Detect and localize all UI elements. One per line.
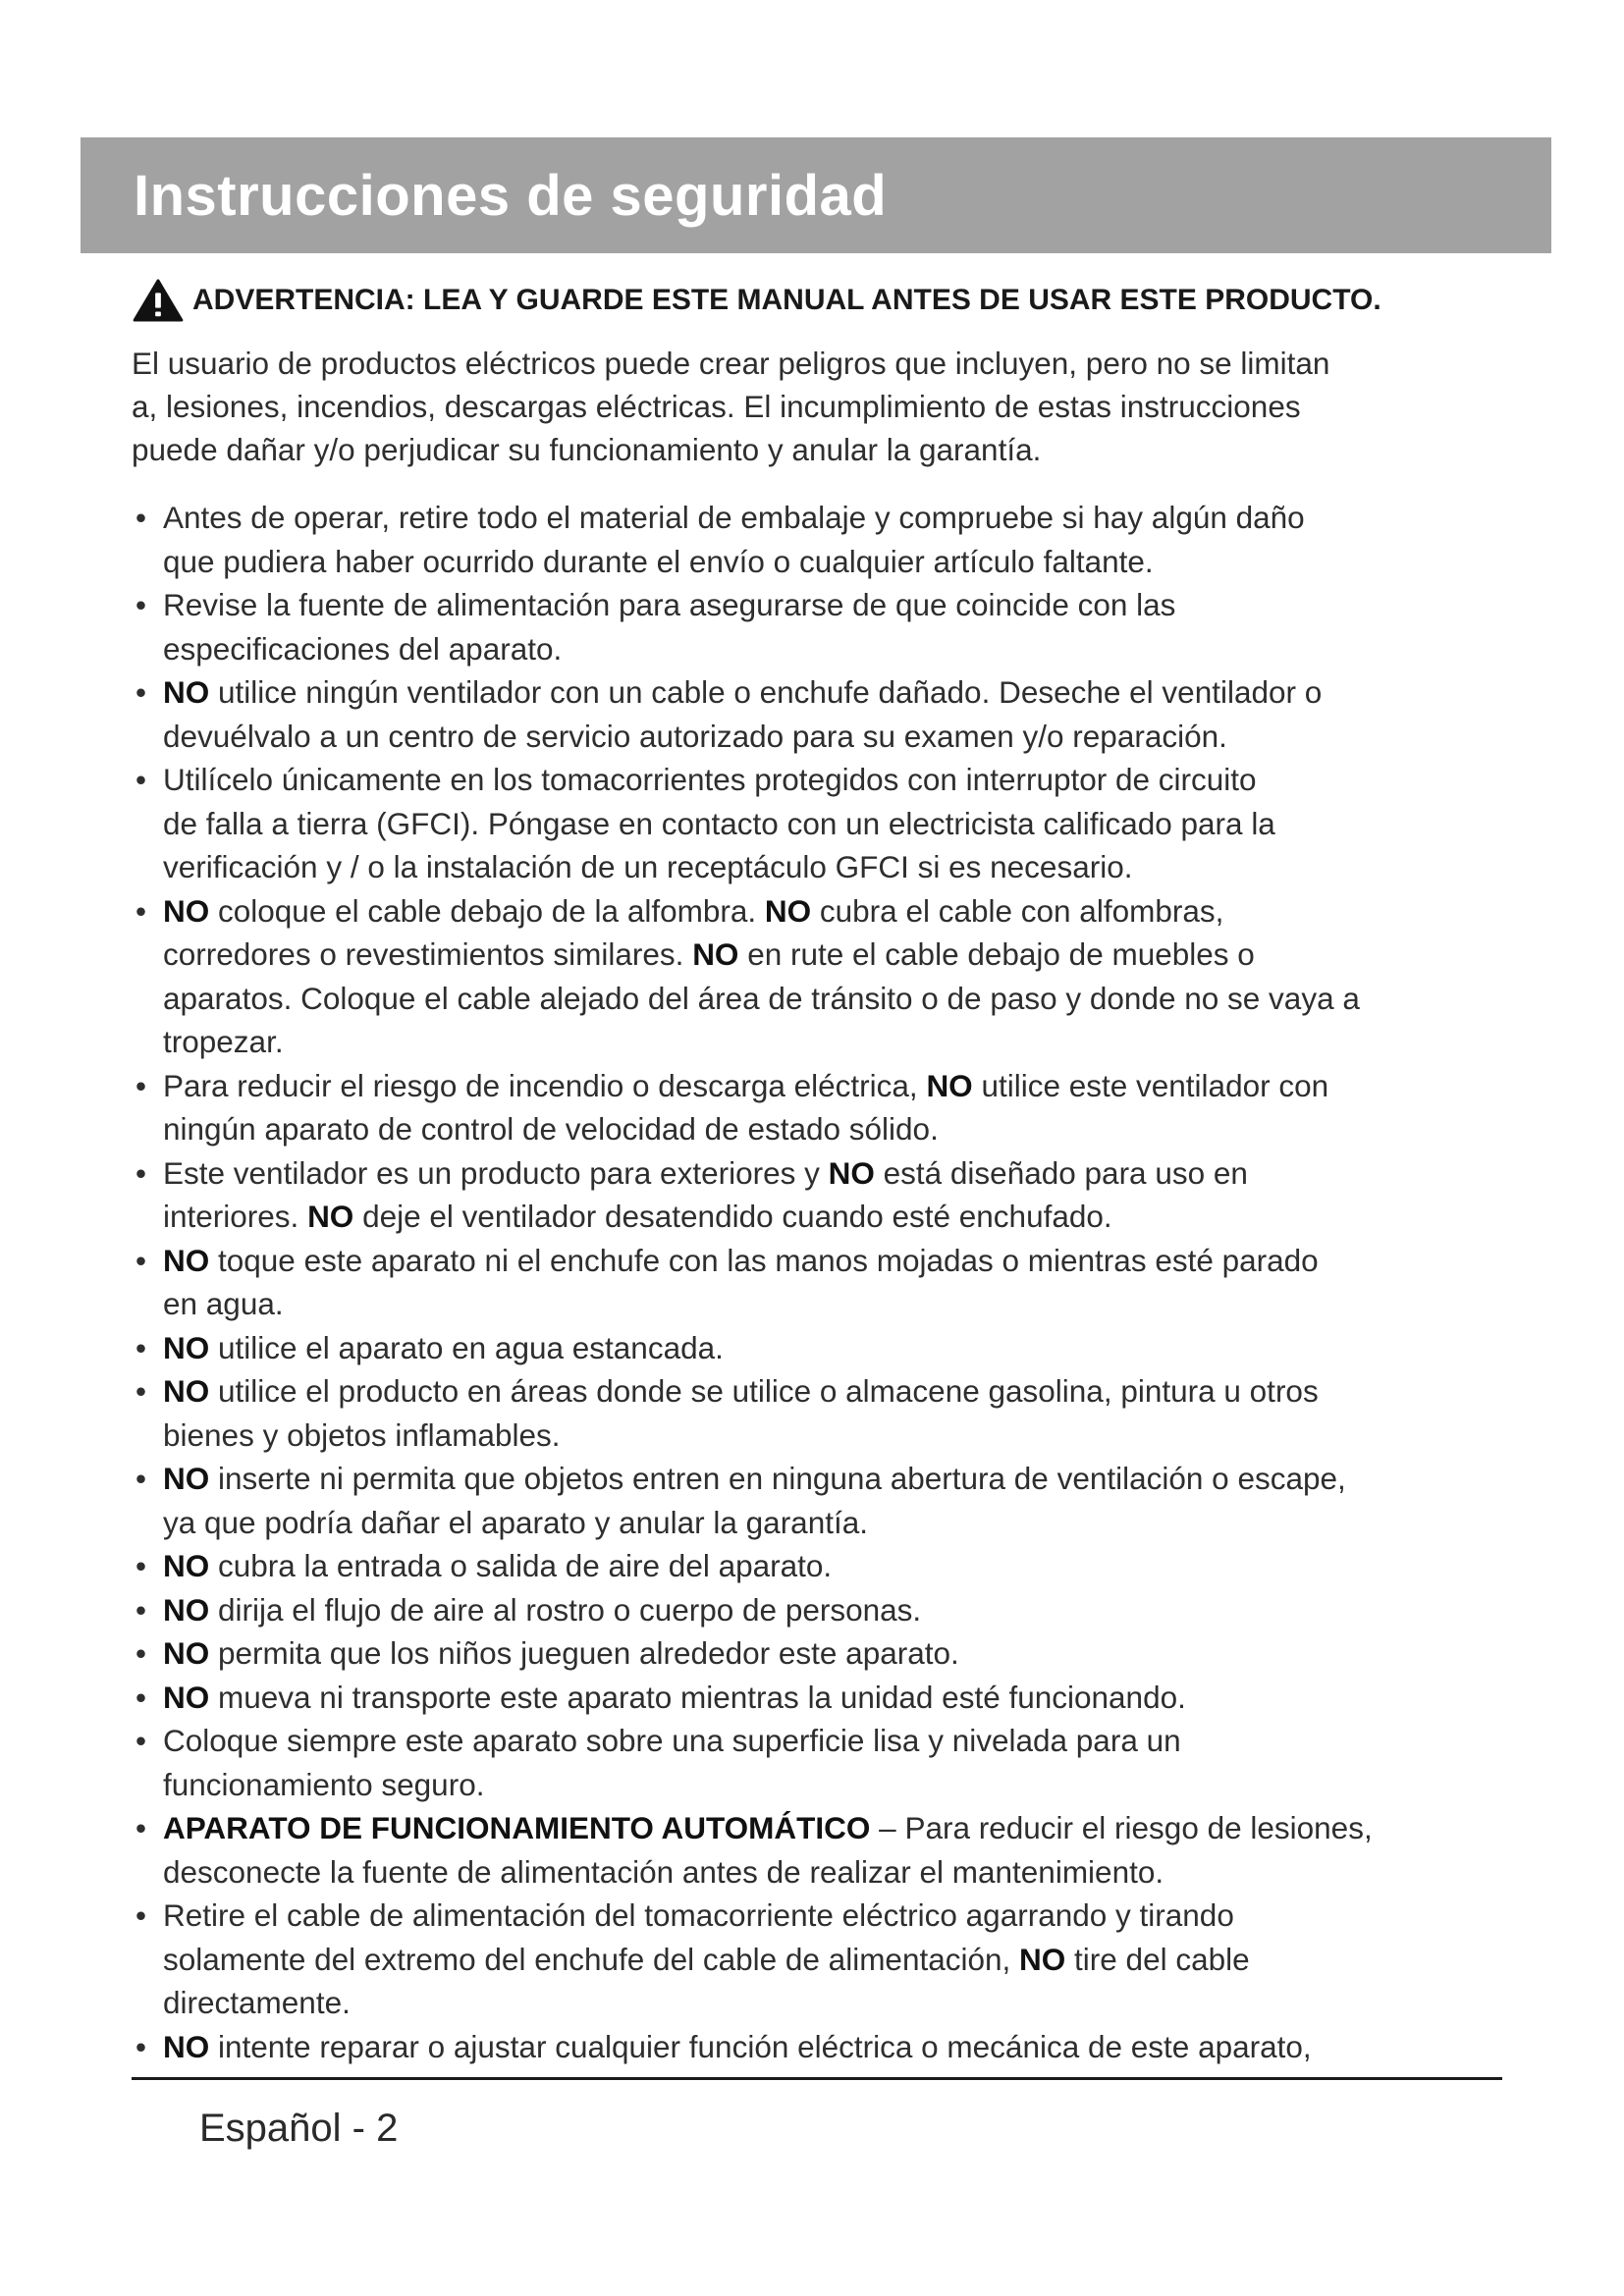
bullet-line [163, 1369, 1526, 1414]
safety-bullet-item [132, 889, 1526, 1064]
bullet-line [163, 496, 1526, 540]
bullet-text: está diseñado para uso en [874, 1154, 1248, 1191]
section-title-bar [81, 137, 1551, 253]
bullet-line [163, 1195, 1526, 1239]
emphasis-text: NO [163, 892, 210, 929]
emphasis-text: NO [163, 2028, 210, 2064]
safety-bullet-item [132, 1369, 1526, 1457]
bullet-line [163, 1588, 1526, 1632]
bullet-line [163, 1457, 1526, 1501]
bullet-text: permita que los niños jueguen alrededor este aparato. [209, 1635, 959, 1671]
bullet-line [163, 583, 1526, 627]
intro-line: puede dañar y/o perjudicar su funcionamiento y anular la garantía. [132, 432, 1042, 467]
safety-bullet-item [132, 1631, 1526, 1676]
bullet-line [163, 1806, 1526, 1850]
bullet-text: utilice el aparato en agua estancada. [209, 1329, 724, 1365]
safety-bullet-item [132, 583, 1526, 670]
bullet-text: coloque el cable debajo de la alfombra. [209, 892, 765, 929]
bullet-text: en agua. [163, 1286, 284, 1321]
emphasis-text: NO [926, 1067, 973, 1103]
bullet-text: desconecte la fuente de alimentación antes de realizar el mantenimiento. [163, 1853, 1164, 1890]
bullet-text: tropezar. [163, 1024, 284, 1059]
safety-bullet-item [132, 496, 1526, 583]
bullet-text: cubra el cable con alfombras, [811, 892, 1224, 929]
bullet-text: verificación y / o la instalación de un receptáculo GFCI si es necesario. [163, 849, 1133, 884]
emphasis-text: APARATO DE FUNCIONAMIENTO AUTOMÁTICO [163, 1810, 871, 1845]
bullet-text: devuélvalo a un centro de servicio autorizado para su examen y/o reparación. [163, 718, 1227, 754]
bullet-line [163, 1239, 1526, 1283]
bullet-text: toque este aparato ni el enchufe con las manos mojadas o mientras esté parado [209, 1242, 1319, 1278]
intro-paragraph [132, 342, 1506, 471]
bullet-line [163, 845, 1526, 889]
bullet-text: tire del cable [1065, 1941, 1250, 1977]
bullet-text: Este ventilador es un producto para exteriores y [163, 1154, 829, 1191]
safety-bullet-item [132, 1151, 1526, 1239]
warning-notice [132, 279, 1545, 322]
bullet-line [163, 1501, 1526, 1545]
bullet-text: cubra la entrada o salida de aire del aparato. [209, 1548, 833, 1583]
bullet-text: ningún aparato de control de velocidad de estado sólido. [163, 1111, 939, 1147]
safety-bullet-item [132, 1676, 1526, 1720]
bullet-line [163, 670, 1526, 715]
bullet-text: intente reparar o ajustar cualquier función eléctrica o mecánica de este aparato, [209, 2028, 1312, 2064]
intro-line: El usuario de productos eléctricos puede crear peligros que incluyen, pero no se limitan [132, 346, 1330, 381]
bullet-text: solamente del extremo del enchufe del cable de alimentación, [163, 1941, 1020, 1977]
bullet-line [163, 1763, 1526, 1807]
bullet-text: de falla a tierra (GFCI). Póngase en contacto con un electricista calificado para la [163, 805, 1275, 841]
safety-bullet-item [132, 1326, 1526, 1370]
safety-bullet-item [132, 2025, 1526, 2069]
bullet-line [163, 540, 1526, 584]
bullet-line [163, 1020, 1526, 1064]
bullet-line [163, 758, 1526, 802]
emphasis-text: NO [163, 1461, 210, 1496]
bullet-text: Retire el cable de alimentación del tomacorriente eléctrico agarrando y tirando [163, 1897, 1234, 1933]
bullet-text: Revise la fuente de alimentación para asegurarse de que coincide con las [163, 587, 1176, 622]
bullet-line [163, 1631, 1526, 1676]
emphasis-text: NO [163, 1242, 210, 1278]
footer-divider [132, 2077, 1502, 2080]
bullet-line [163, 933, 1526, 977]
bullet-text: directamente. [163, 1985, 351, 2020]
bullet-text: mueva ni transporte este aparato mientras la unidad esté funcionando. [209, 1679, 1186, 1715]
bullet-text: bienes y objetos inflamables. [163, 1416, 561, 1453]
bullet-line [163, 627, 1526, 671]
bullet-line [163, 1981, 1526, 2025]
safety-bullet-item [132, 758, 1526, 889]
bullet-text: corredores o revestimientos similares. [163, 936, 693, 972]
safety-bullet-list [132, 496, 1526, 2068]
bullet-line [163, 1414, 1526, 1458]
safety-bullet-item [132, 1544, 1526, 1588]
bullet-text: Antes de operar, retire todo el material de embalaje y compruebe si hay algún daño [163, 500, 1305, 535]
emphasis-text: NO [764, 892, 812, 929]
page-number: Español - 2 [199, 2107, 399, 2150]
bullet-text: utilice este ventilador con [972, 1067, 1329, 1103]
warning-triangle-icon [132, 279, 185, 322]
bullet-text: funcionamiento seguro. [163, 1766, 485, 1802]
warning-text: ADVERTENCIA: LEA Y GUARDE ESTE MANUAL ANTES DE USAR ESTE PRODUCTO. [192, 284, 1381, 316]
emphasis-text: NO [828, 1154, 875, 1191]
safety-bullet-item [132, 1064, 1526, 1151]
page-title: Instrucciones de seguridad [134, 163, 888, 228]
bullet-text: Para reducir el riesgo de incendio o descarga eléctrica, [163, 1067, 927, 1103]
emphasis-text: NO [163, 1679, 210, 1715]
bullet-text: utilice el producto en áreas donde se utilice o almacene gasolina, pintura u otros [209, 1373, 1319, 1409]
bullet-text: ya que podría dañar el aparato y anular la garantía. [163, 1504, 868, 1540]
safety-bullet-item [132, 1239, 1526, 1326]
bullet-line [163, 715, 1526, 759]
emphasis-text: NO [692, 936, 739, 972]
bullet-text: Coloque siempre este aparato sobre una superficie lisa y nivelada para un [163, 1723, 1181, 1758]
bullet-line [163, 1064, 1526, 1108]
bullet-text: dirija el flujo de aire al rostro o cuerpo de personas. [209, 1591, 922, 1628]
bullet-line [163, 1107, 1526, 1151]
bullet-text: utilice ningún ventilador con un cable o enchufe dañado. Deseche el ventilador o [209, 674, 1323, 710]
emphasis-text: NO [163, 1548, 210, 1583]
emphasis-text: NO [163, 1591, 210, 1628]
safety-bullet-item [132, 1457, 1526, 1544]
bullet-text: que pudiera haber ocurrido durante el envío o cualquier artículo faltante. [163, 543, 1154, 579]
bullet-text: Utilícelo únicamente en los tomacorrientes protegidos con interruptor de circuito [163, 762, 1257, 797]
bullet-text: especificaciones del aparato. [163, 630, 563, 667]
emphasis-text: NO [163, 1329, 210, 1365]
bullet-text: aparatos. Coloque el cable alejado del área de tránsito o de paso y donde no se vaya a [163, 980, 1360, 1016]
emphasis-text: NO [163, 674, 210, 710]
bullet-line [163, 1326, 1526, 1370]
bullet-text: en rute el cable debajo de muebles o [738, 936, 1255, 972]
bullet-line [163, 1719, 1526, 1763]
bullet-text: inserte ni permita que objetos entren en ninguna abertura de ventilación o escape, [209, 1461, 1346, 1496]
bullet-line [163, 1938, 1526, 1982]
bullet-line [163, 1151, 1526, 1196]
bullet-text: interiores. [163, 1199, 308, 1234]
bullet-text: deje el ventilador desatendido cuando esté enchufado. [353, 1199, 1112, 1234]
emphasis-text: NO [163, 1373, 210, 1409]
safety-bullet-item [132, 1719, 1526, 1806]
bullet-line [163, 1544, 1526, 1588]
bullet-line [163, 977, 1526, 1021]
intro-line: a, lesiones, incendios, descargas eléctricas. El incumplimiento de estas instrucciones [132, 389, 1301, 424]
bullet-line [163, 1850, 1526, 1895]
emphasis-text: NO [163, 1635, 210, 1671]
bullet-line [163, 1676, 1526, 1720]
emphasis-text: NO [307, 1199, 354, 1234]
safety-bullet-item [132, 1806, 1526, 1894]
safety-bullet-item [132, 1894, 1526, 2025]
safety-bullet-item [132, 670, 1526, 758]
bullet-line [163, 1282, 1526, 1326]
bullet-text: – Para reducir el riesgo de lesiones, [870, 1810, 1373, 1845]
bullet-line [163, 889, 1526, 934]
bullet-line [163, 2025, 1526, 2069]
bullet-line [163, 1894, 1526, 1938]
bullet-line [163, 802, 1526, 846]
safety-bullet-item [132, 1588, 1526, 1632]
emphasis-text: NO [1019, 1941, 1066, 1977]
